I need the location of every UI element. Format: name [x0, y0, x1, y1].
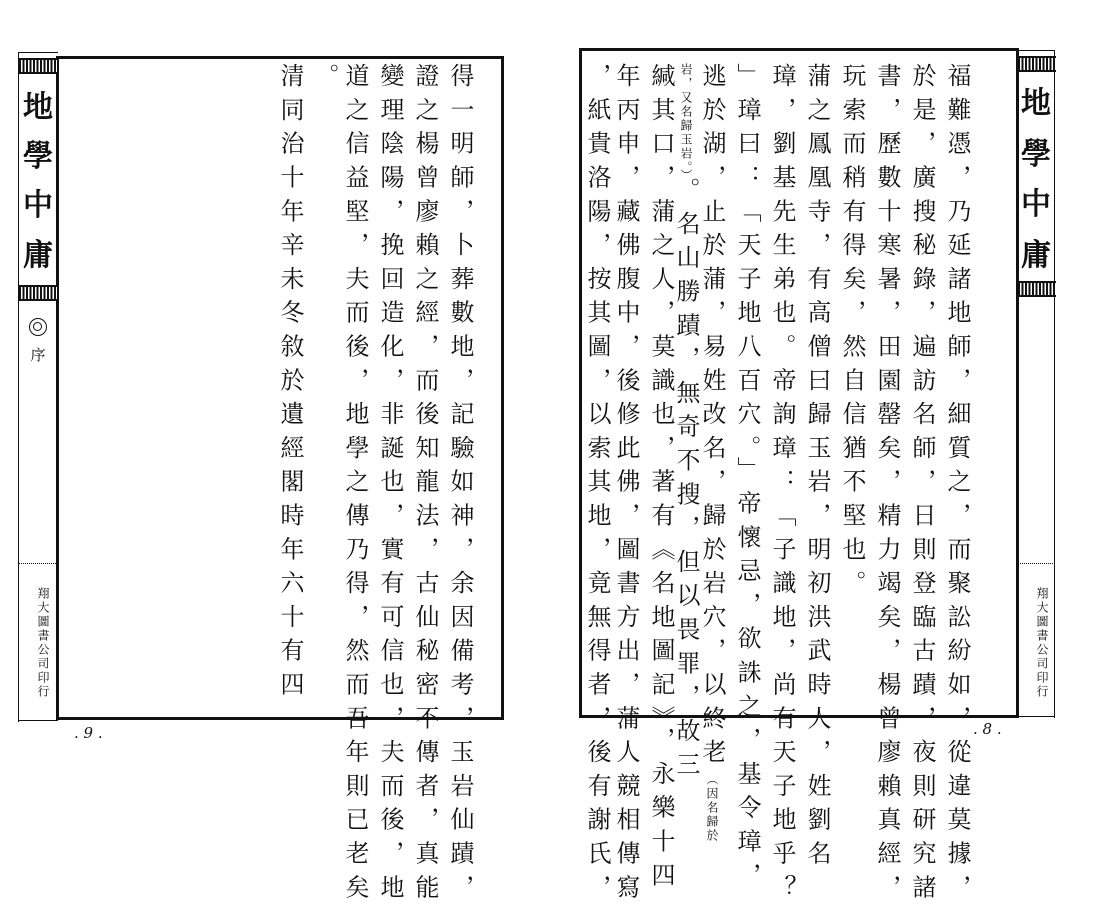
left-title-ribbon-top: [19, 58, 57, 74]
left-circle-mark-icon: [29, 318, 47, 336]
right-publisher-label: 翔大圖書公司印行: [1035, 586, 1049, 699]
left-section-label: 序: [30, 346, 46, 364]
right-title-ribbon-top: [1018, 56, 1056, 72]
right-text-column-1: 福難憑，乃延諸地師，細質之，而聚訟紛如，從違莫據，: [943, 63, 971, 908]
right-text-column-9: [674, 63, 698, 785]
left-publisher-rule: [18, 563, 58, 564]
left-text-column-1: 得一明師，卜葬數地，記驗如神，余因備考，玉岩仙蹟，: [446, 63, 474, 908]
right-title-char-2: 學: [1021, 137, 1051, 172]
left-publisher-label: 翔大圖書公司印行: [36, 586, 50, 699]
left-title-char-4: 庸: [23, 238, 53, 273]
right-text-column-10: 緘其口，蒲之人，莫識也，著有《名地圖記》，永樂十四: [647, 63, 675, 896]
right-text-column-3: 書，歷數十寒暑，田園罄矣，精力竭矣，楊曾廖賴真經，: [873, 63, 901, 908]
right-text-column-12: ，紙貴洛陽，按其圖，以索其地，竟無得者，後有謝氏，: [583, 63, 611, 908]
right-page: [547, 0, 1094, 908]
left-title-char-2: 學: [23, 139, 53, 174]
right-text-column-2: 於是，廣搜秘錄，遍訪名師，日則登臨古蹟，夜則研究諸: [908, 63, 936, 908]
right-side-rule-top: [1017, 50, 1055, 51]
left-page-number: . 9 .: [74, 724, 103, 742]
right-text-column-9-note: 岩，又名歸玉岩。）: [679, 63, 693, 177]
right-text-column-11: 年丙申，藏佛腹中，後修此佛，圖書方出，蒲人競相傳寫: [612, 63, 640, 908]
left-text-column-6: 清同治十年辛未冬敘於遺經閣時年六十有四: [276, 63, 304, 706]
left-text-column-4: 道之信益堅，夫而後，地學之傳乃得，然而吾年則已老矣: [341, 63, 369, 908]
right-text-column-6: 璋，劉基先生弟也。帝詢璋：「子識地，尚有天子地乎？: [768, 63, 796, 908]
left-text-column-5: 。: [311, 63, 339, 97]
right-text-column-5: 蒲之鳳凰寺，有高僧曰歸玉岩，明初洪武時人，姓劉名: [803, 63, 831, 875]
right-text-column-8: [700, 63, 724, 843]
right-publisher-rule: [1017, 563, 1055, 564]
left-title-char-3: 中: [23, 188, 53, 223]
right-text-column-8-main: 逃於湖，止於蒲，易姓改名，歸於岩穴，以終老: [698, 63, 726, 773]
right-side-rule-bottom: [1017, 716, 1055, 717]
left-side-rule-top: [18, 52, 58, 53]
right-title-char-1: 地: [1021, 86, 1051, 121]
left-text-column-3: 變理陰陽，挽回造化，非誕也，實有可信也，夫而後，地: [376, 63, 404, 908]
right-page-number: . 8 .: [973, 720, 1002, 738]
left-title-char-1: 地: [23, 90, 53, 125]
right-text-column-7: 」璋曰：「天子地八百穴。」帝懷忌，欲誅之，基令璋，: [733, 63, 761, 896]
left-text-column-2: 證之楊曾廖賴之經，而後知龍法，古仙秘密不傳者，真能: [411, 63, 439, 908]
left-side-rule-bottom: [18, 720, 58, 721]
right-title-char-4: 庸: [1021, 238, 1051, 273]
right-title-char-3: 中: [1021, 187, 1051, 222]
right-text-column-9-main: 。名山勝蹟，無奇不搜，但以畏罪，故三: [672, 177, 700, 786]
left-title-ribbon-bottom: [19, 285, 57, 301]
right-text-column-4: 玩索而稍有得矣，然自信猶不堅也。: [838, 63, 866, 604]
right-text-column-8-note: （因名歸於: [705, 772, 719, 843]
right-title-ribbon-bottom: [1018, 281, 1056, 297]
